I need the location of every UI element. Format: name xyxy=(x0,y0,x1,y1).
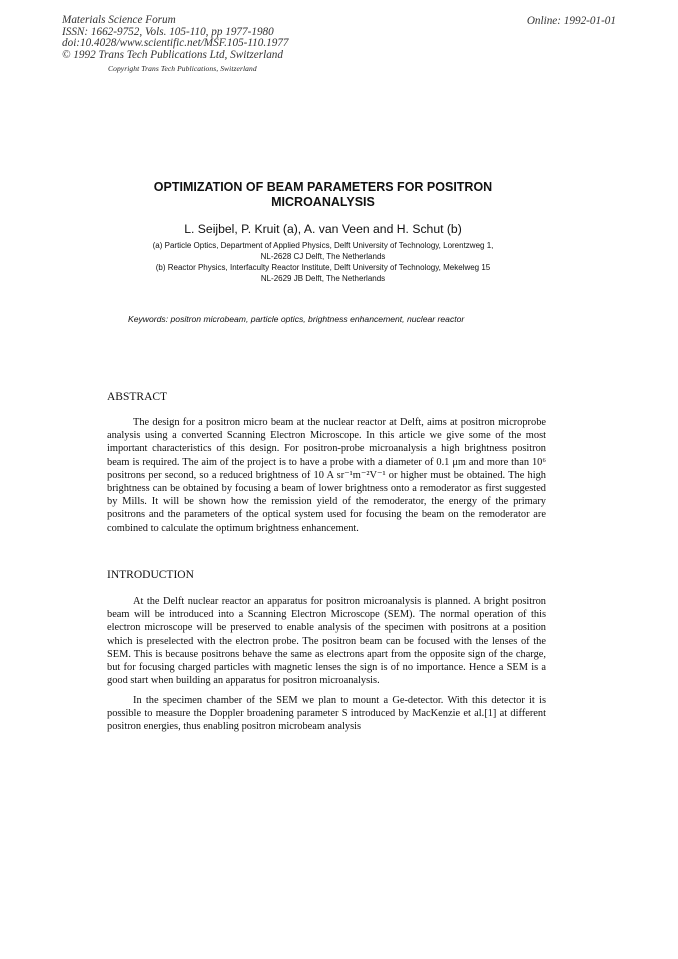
scan-copyright-line: Copyright Trans Tech Publications, Switzerland xyxy=(108,64,257,73)
affiliation-b-line-2: NL-2629 JB Delft, The Netherlands xyxy=(260,274,386,283)
doi-line: doi:10.4028/www.scientific.net/MSF.105-110.1977 xyxy=(62,37,289,50)
online-date: Online: 1992-01-01 xyxy=(526,15,616,27)
introduction-paragraph-2: In the specimen chamber of the SEM we plan to mount a Ge-detector. With this detector it is possible to measure the Doppler broadening parameter S introduced by MacKenzie et al.[1] at different positron energies, thus enabling positron microbeam analysis xyxy=(107,695,546,733)
affiliation-b xyxy=(80,262,566,284)
introduction-heading: INTRODUCTION xyxy=(107,569,194,581)
affiliation-b-line-1: (b) Reactor Physics, Interfaculty Reactor Institute, Delft University of Technology, Mekelweg 15 xyxy=(155,263,491,272)
keywords: Keywords: positron microbeam, particle optics, brightness enhancement, nuclear reactor xyxy=(128,314,465,324)
journal-name: Materials Science Forum xyxy=(62,14,176,26)
affiliation-a-line-1: (a) Particle Optics, Department of Applied Physics, Delft University of Technology, Lorentzweg 1, xyxy=(152,241,494,250)
paper-title xyxy=(100,180,546,210)
publication-header xyxy=(62,15,289,61)
author-list: L. Seijbel, P. Kruit (a), A. van Veen and H. Schut (b) xyxy=(184,222,462,236)
affiliation-a xyxy=(80,240,566,262)
affiliation-a-line-2: NL-2628 CJ Delft, The Netherlands xyxy=(260,252,386,261)
issn-line: ISSN: 1662-9752, Vols. 105-110, pp 1977-1980 xyxy=(62,25,274,38)
copyright-line: © 1992 Trans Tech Publications Ltd, Switzerland xyxy=(62,48,283,61)
introduction-paragraph-1: At the Delft nuclear reactor an apparatus for positron microanalysis is planned. A bright positron beam will be introduced into a Scanning Electron Microscope (SEM). The normal operation of this electron microscope will be preserved to enable analysis of the specimen with positrons at a position which is preselected with the electron probe. The positron beam can be focused with the lenses of the SEM. This is because positrons behave the same as electrons apart from the opposite sign of the charge, but for focusing charged particles with magnetic lenses the sign is of no importance. Hence a SEM is a good start when building an apparatus for positron microanalysis. xyxy=(107,596,546,687)
abstract-text: The design for a positron micro beam at the nuclear reactor at Delft, aims at positron microprobe analysis using a converted Scanning Electron Microscope. In this article we give some of the most important characteristics of this design. For positron-probe microanalysis a high brightness positron beam is required. The aim of the project is to have a probe with a diameter of 0.1 μm and more than 10⁶ positrons per second, so a reduced brightness of 10 A sr⁻¹m⁻²V⁻¹ or higher must be obtained. The high brightness can be obtained by focusing a beam of lower brightness onto a remoderator as first suggested by Mills. It will be shown how the remission yield of the remoderator, the energy of the primary positrons and the parameters of the optical system used for focusing the beam on the remoderator are combined to calculate the optimum brightness enhancement. xyxy=(107,417,546,534)
title-line-2: MICROANALYSIS xyxy=(271,195,375,209)
title-line-1: OPTIMIZATION OF BEAM PARAMETERS FOR POSITRON xyxy=(153,180,493,194)
abstract-heading: ABSTRACT xyxy=(107,391,168,403)
